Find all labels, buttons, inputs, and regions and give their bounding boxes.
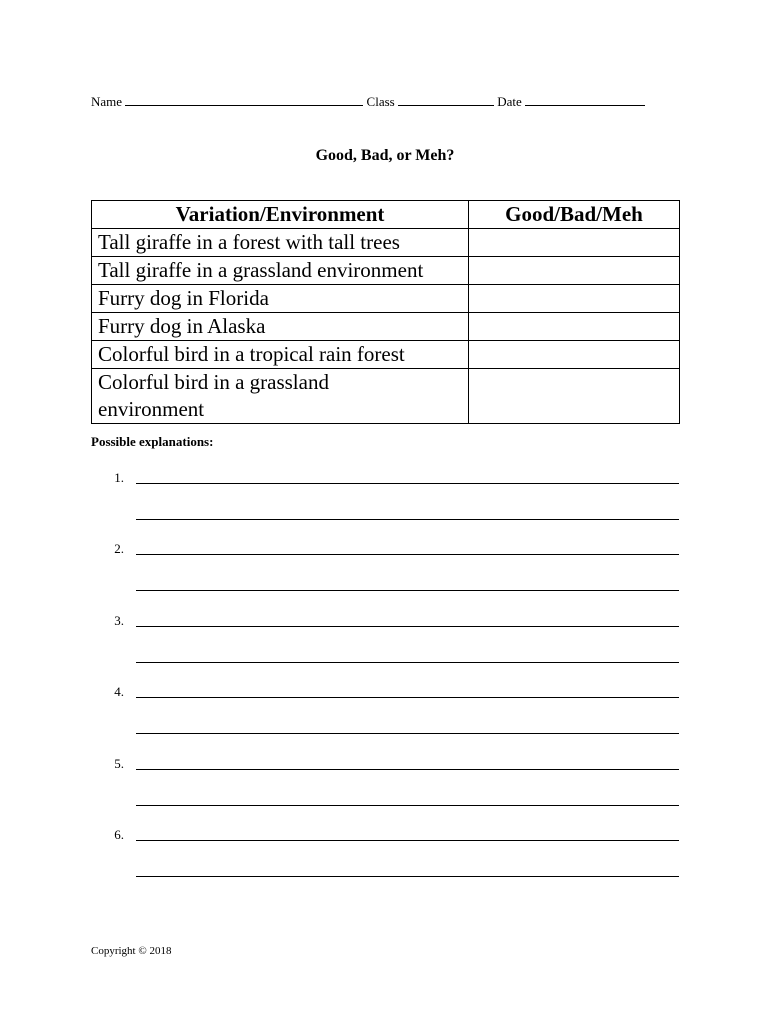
header-rating: Good/Bad/Meh <box>469 201 680 229</box>
class-field[interactable] <box>398 94 494 106</box>
explanations-label: Possible explanations: <box>91 434 214 449</box>
answer-line[interactable] <box>136 554 679 555</box>
answer-line[interactable] <box>136 519 679 520</box>
header-variation: Variation/Environment <box>92 201 469 229</box>
date-field[interactable] <box>525 94 645 106</box>
item-number: 4. <box>114 684 124 699</box>
item-number: 1. <box>114 470 124 485</box>
variation-table <box>91 200 680 424</box>
table-row <box>92 285 680 313</box>
answer-line[interactable] <box>136 697 679 698</box>
name-field[interactable] <box>125 94 363 106</box>
variation-cell: Tall giraffe in a grassland environment <box>92 257 469 285</box>
student-info-line <box>91 94 645 110</box>
explanation-item <box>0 825 770 895</box>
item-number: 5. <box>114 756 124 771</box>
answer-line[interactable] <box>136 805 679 806</box>
answer-line[interactable] <box>136 626 679 627</box>
variation-cell: Tall giraffe in a forest with tall trees <box>92 229 469 257</box>
table-row <box>92 229 680 257</box>
variation-cell: Furry dog in Florida <box>92 285 469 313</box>
rating-cell[interactable] <box>469 229 680 257</box>
table-header-row <box>92 201 680 229</box>
class-label: Class <box>366 94 395 109</box>
variation-cell: Colorful bird in a tropical rain forest <box>92 341 469 369</box>
table-row <box>92 369 680 424</box>
table-row <box>92 257 680 285</box>
explanation-item <box>0 682 770 752</box>
item-number: 6. <box>114 827 124 842</box>
item-number: 2. <box>114 541 124 556</box>
variation-cell: Furry dog in Alaska <box>92 313 469 341</box>
variation-cell: Colorful bird in a grassland environment <box>92 369 469 424</box>
answer-line[interactable] <box>136 733 679 734</box>
answer-line[interactable] <box>136 590 679 591</box>
answer-line[interactable] <box>136 483 679 484</box>
table-row <box>92 313 680 341</box>
explanation-item <box>0 539 770 609</box>
rating-cell[interactable] <box>469 285 680 313</box>
item-number: 3. <box>114 613 124 628</box>
rating-cell[interactable] <box>469 369 680 424</box>
rating-cell[interactable] <box>469 341 680 369</box>
answer-line[interactable] <box>136 769 679 770</box>
table-row <box>92 341 680 369</box>
name-label: Name <box>91 94 123 109</box>
copyright-notice: Copyright © 2018 <box>91 945 172 957</box>
worksheet-title: Good, Bad, or Meh? <box>315 147 455 164</box>
rating-cell[interactable] <box>469 313 680 341</box>
answer-line[interactable] <box>136 840 679 841</box>
explanation-item <box>0 754 770 824</box>
explanation-item <box>0 468 770 538</box>
answer-line[interactable] <box>136 662 679 663</box>
explanation-item <box>0 611 770 681</box>
answer-line[interactable] <box>136 876 679 877</box>
date-label: Date <box>497 94 522 109</box>
rating-cell[interactable] <box>469 257 680 285</box>
